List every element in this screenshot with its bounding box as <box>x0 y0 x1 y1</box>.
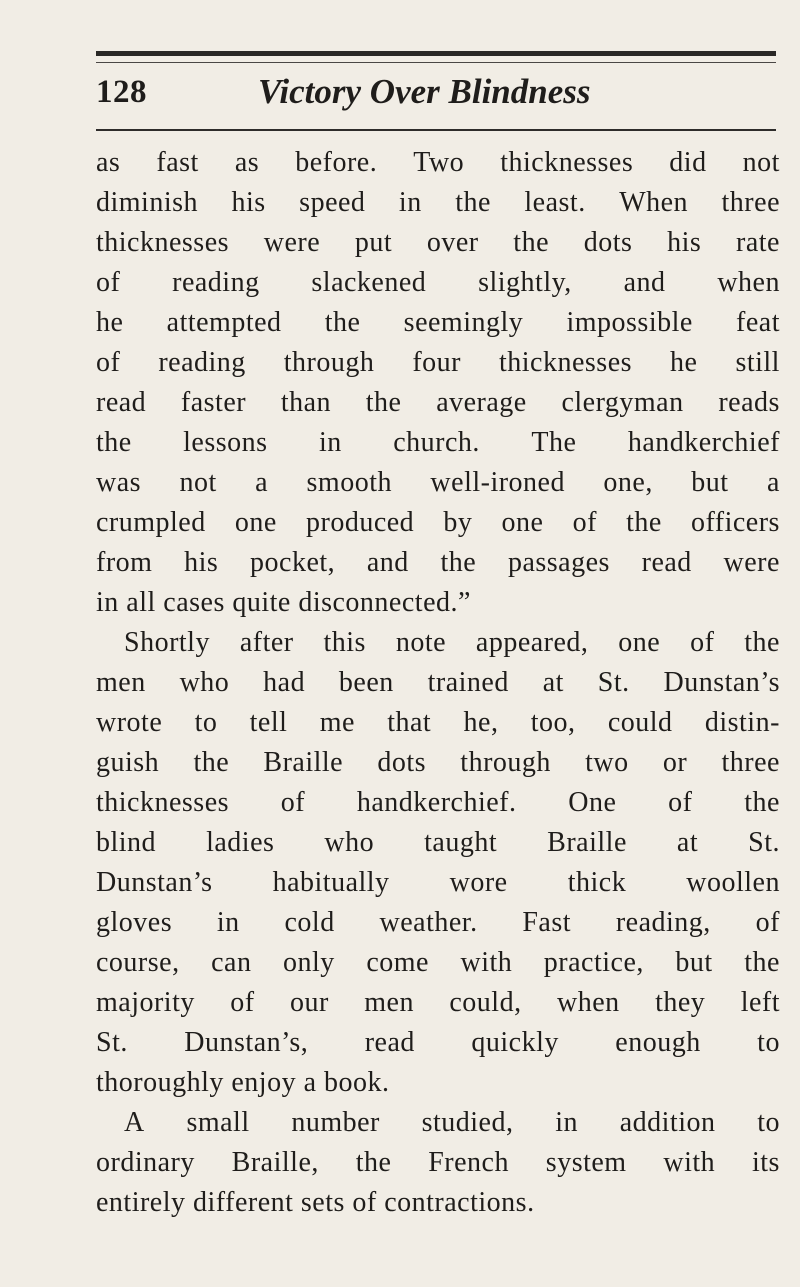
text-line: blind ladies who taught Braille at St. <box>96 827 780 858</box>
page-header <box>96 66 776 126</box>
text-line: Shortly after this note appeared, one of the <box>124 627 780 658</box>
header-bottom-rule <box>96 129 776 131</box>
text-line: from his pocket, and the passages read were <box>96 547 780 578</box>
text-line: was not a smooth well-ironed one, but a <box>96 467 780 498</box>
text-line: thoroughly enjoy a book. <box>96 1067 390 1098</box>
running-title: Victory Over Blindness <box>258 72 591 111</box>
text-line: crumpled one produced by one of the officers <box>96 507 780 538</box>
text-line: gloves in cold weather. Fast reading, of <box>96 907 780 938</box>
text-line: ordinary Braille, the French system with its <box>96 1147 780 1178</box>
text-line: A small number studied, in addition to <box>124 1107 780 1138</box>
text-line: entirely different sets of contractions. <box>96 1187 535 1218</box>
text-line: Dunstan’s habitually wore thick woollen <box>96 867 780 898</box>
text-line: as fast as before. Two thicknesses did not <box>96 147 780 178</box>
text-line: in all cases quite disconnected.” <box>96 587 471 618</box>
body-text <box>96 143 780 1223</box>
text-line: course, can only come with practice, but the <box>96 947 780 978</box>
text-line: majority of our men could, when they left <box>96 987 780 1018</box>
page-number: 128 <box>96 74 147 110</box>
text-line: wrote to tell me that he, too, could distin- <box>96 707 780 738</box>
text-line: thicknesses were put over the dots his rate <box>96 227 780 258</box>
text-line: of reading slackened slightly, and when <box>96 267 780 298</box>
text-line: diminish his speed in the least. When three <box>96 187 780 218</box>
text-line: of reading through four thicknesses he still <box>96 347 780 378</box>
text-line: the lessons in church. The handkerchief <box>96 427 780 458</box>
text-line: St. Dunstan’s, read quickly enough to <box>96 1027 780 1058</box>
text-line: men who had been trained at St. Dunstan’s <box>96 667 780 698</box>
text-line: thicknesses of handkerchief. One of the <box>96 787 780 818</box>
header-thin-rule <box>96 62 776 63</box>
text-line: he attempted the seemingly impossible feat <box>96 307 780 338</box>
header-top-rule <box>96 51 776 56</box>
text-line: read faster than the average clergyman reads <box>96 387 780 418</box>
text-line: guish the Braille dots through two or three <box>96 747 780 778</box>
